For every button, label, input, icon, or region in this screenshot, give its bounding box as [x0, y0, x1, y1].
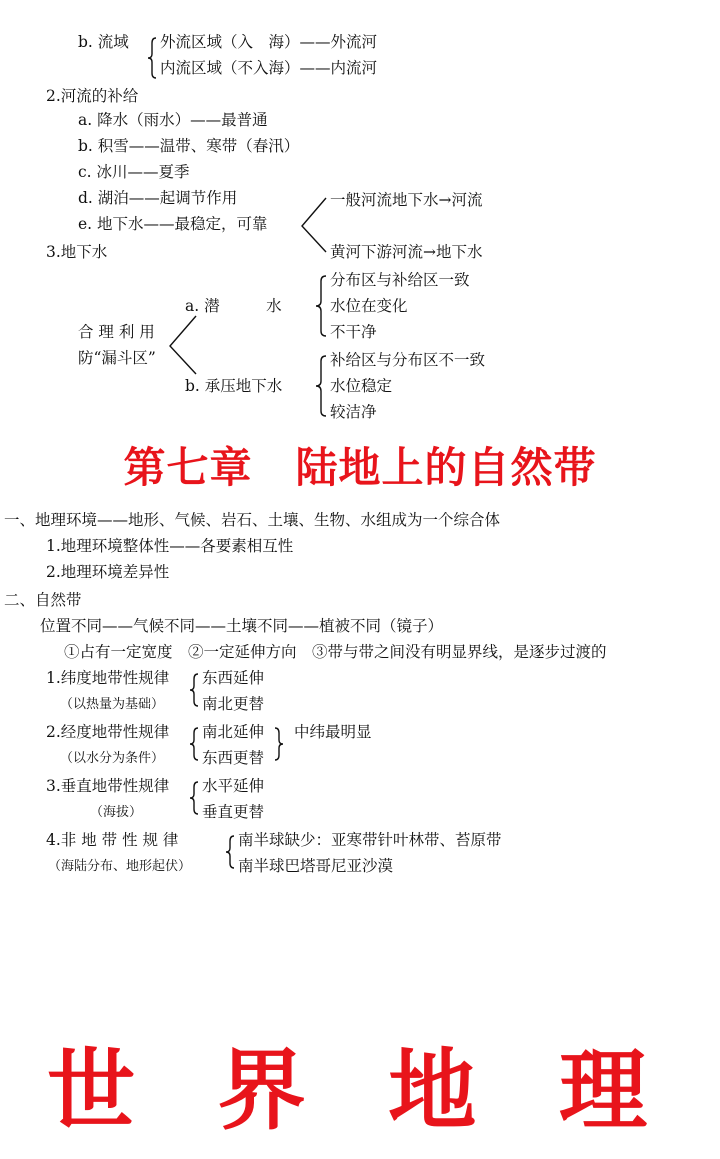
law-point: 南半球缺少：亚寒带针叶林带、苔原带	[238, 831, 502, 849]
groundwater-branch: 一般河流地下水→河流	[330, 191, 483, 209]
law-title: 3.垂直地带性规律	[46, 777, 170, 795]
supply-item: b. 积雪——温带、寒带（春汛）	[78, 137, 300, 155]
environment-heading: 一、地理环境——地形、气候、岩石、土壤、生物、水组成为一个综合体	[4, 511, 501, 529]
brace-longitude-right	[275, 728, 283, 760]
brace-phreatic	[316, 276, 326, 336]
law-point: 南北更替	[202, 695, 265, 713]
zones-chain: 位置不同——气候不同——土壤不同——植被不同（镜子）	[40, 617, 444, 635]
zones-features: ①占有一定宽度 ②一定延伸方向 ③带与带之间没有明显界线，是逐步过渡的	[64, 643, 607, 661]
law-extra: 中纬最明显	[294, 723, 372, 741]
basin-label: b. 流域	[78, 33, 129, 51]
brace-basin	[148, 38, 156, 78]
law-note: （以水分为条件）	[60, 751, 165, 766]
basin-outflow: 外流区域（入 海）——外流河	[160, 33, 378, 51]
basin-inflow: 内流区域（不入海）——内流河	[160, 59, 378, 77]
section-title: 世 界 地 理	[47, 1039, 673, 1142]
law-point: 水平延伸	[202, 777, 265, 795]
chapter-title: 第七章 陆地上的自然带	[123, 443, 597, 492]
confined-point: 补给区与分布区不一致	[330, 351, 486, 369]
supply-item: d. 湖泊——起调节作用	[78, 189, 238, 207]
phreatic-point: 水位在变化	[330, 297, 408, 315]
law-point: 南北延伸	[202, 723, 265, 741]
phreatic-point: 分布区与补给区一致	[330, 271, 470, 289]
brace-longitude-left	[190, 728, 198, 760]
law-note: （海拔）	[90, 805, 143, 820]
supply-item: c. 冰川——夏季	[78, 163, 190, 181]
brace-azonal	[226, 836, 234, 868]
groundwater-heading: 3.地下水	[46, 243, 108, 261]
law-point: 南半球巴塔哥尼亚沙漠	[238, 857, 394, 875]
environment-item: 2.地理环境差异性	[46, 563, 170, 581]
usage-line: 合 理 利 用	[78, 323, 155, 341]
brace-vertical	[190, 782, 198, 814]
environment-item: 1.地理环境整体性——各要素相互性	[46, 537, 294, 555]
law-point: 东西延伸	[202, 669, 265, 687]
law-point: 垂直更替	[202, 803, 265, 821]
usage-line: 防“漏斗区”	[78, 349, 156, 367]
law-title: 1.纬度地带性规律	[46, 669, 170, 687]
law-point: 东西更替	[202, 749, 265, 767]
law-title: 2.经度地带性规律	[46, 723, 170, 741]
confined-point: 较洁净	[330, 403, 377, 421]
groundwater-branch: 黄河下游河流→地下水	[330, 243, 483, 261]
supply-item: e. 地下水——最稳定，可靠	[78, 215, 268, 233]
branch-groundwater	[302, 198, 326, 252]
supply-heading: 2.河流的补给	[46, 87, 139, 105]
law-note: （海陆分布、地形起伏）	[48, 859, 192, 874]
brace-latitude	[190, 674, 198, 706]
phreatic-point: 不干净	[330, 323, 377, 341]
confined-label: b. 承压地下水	[185, 377, 283, 395]
branch-usage	[170, 316, 196, 374]
supply-item: a. 降水（雨水）——最普通	[78, 111, 268, 129]
law-note: （以热量为基础）	[60, 697, 165, 712]
phreatic-label: a. 潜 水	[185, 297, 282, 315]
law-title: 4.非 地 带 性 规 律	[46, 831, 179, 849]
zones-heading: 二、自然带	[4, 591, 82, 609]
confined-point: 水位稳定	[330, 377, 393, 395]
brace-confined	[316, 356, 326, 416]
